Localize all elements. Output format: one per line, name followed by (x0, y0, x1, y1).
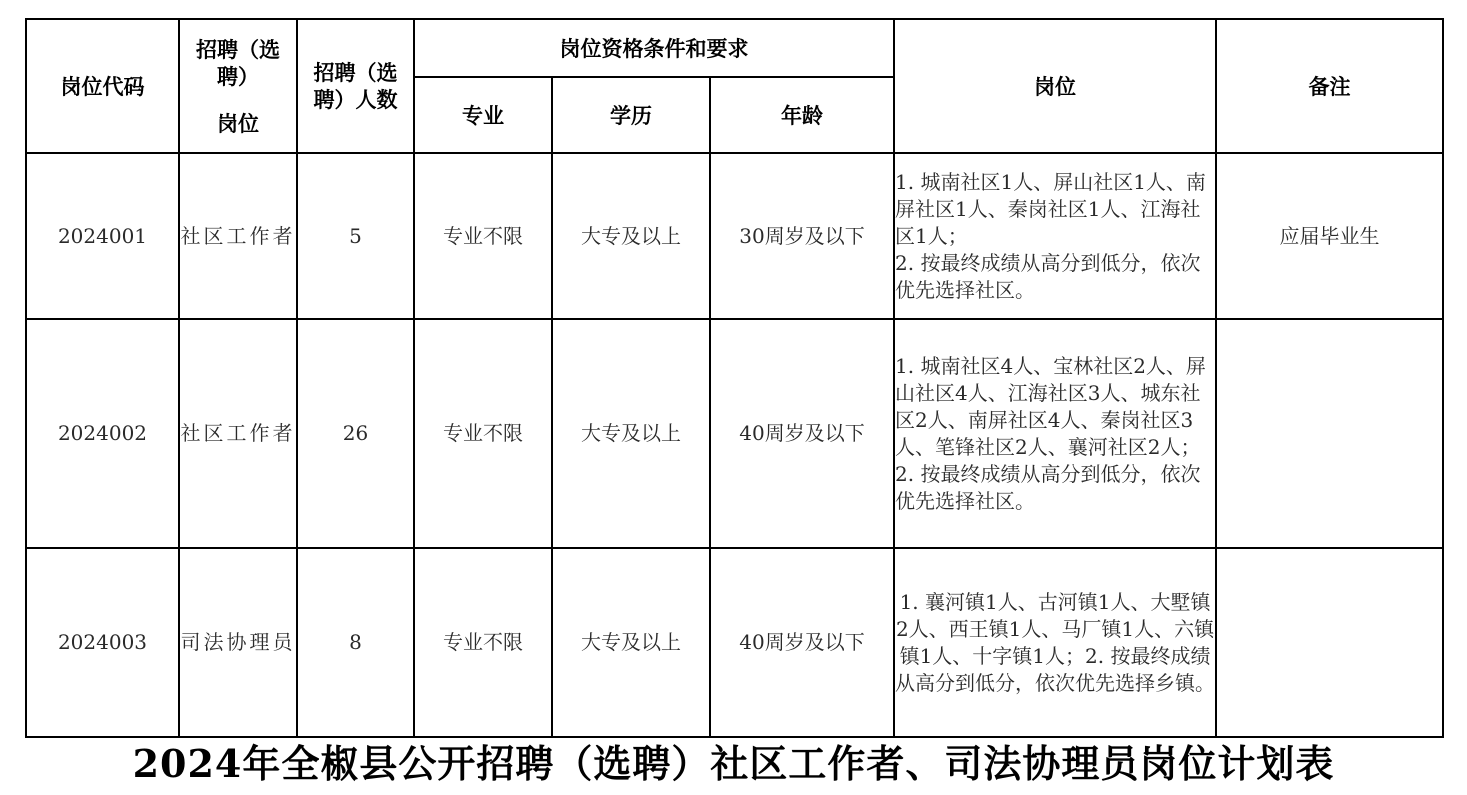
row-code: 2024002 (26, 319, 179, 548)
row-major: 专业不限 (414, 153, 552, 319)
header-post: 岗位 (894, 19, 1216, 153)
row-post-line1: 1. 城南社区4人、宝林社区2人、屏山社区4人、江海社区3人、城东社区2人、南屏社区4人、秦岗社区3人、笔锋社区2人、襄河社区2人； (895, 353, 1206, 459)
row-post-line2: 2. 按最终成绩从高分到低分，依次优先选择社区。 (895, 461, 1201, 513)
header-remarks: 备注 (1216, 19, 1443, 153)
recruitment-plan-table (25, 18, 1444, 738)
row-count: 5 (297, 153, 414, 319)
header-education: 学历 (552, 77, 710, 153)
header-code: 岗位代码 (26, 19, 179, 153)
table-row (26, 153, 1443, 319)
header-qualifications: 岗位资格条件和要求 (414, 19, 894, 77)
row-count: 8 (297, 548, 414, 737)
header-major: 专业 (414, 77, 552, 153)
row-post-allocation (894, 319, 1216, 548)
table-row (26, 548, 1443, 737)
table-row (26, 319, 1443, 548)
row-position: 社区工作者 (179, 153, 297, 319)
row-remarks (1216, 319, 1443, 548)
row-education: 大专及以上 (552, 548, 710, 737)
row-age: 40周岁及以下 (710, 319, 894, 548)
row-post-line2: 2. 按最终成绩从高分到低分，依次优先选择社区。 (895, 250, 1201, 302)
row-post-allocation (894, 153, 1216, 319)
row-code: 2024001 (26, 153, 179, 319)
row-position: 社区工作者 (179, 319, 297, 548)
row-age: 40周岁及以下 (710, 548, 894, 737)
header-count: 招聘（选聘）人数 (297, 19, 414, 153)
row-age: 30周岁及以下 (710, 153, 894, 319)
header-age: 年龄 (710, 77, 894, 153)
row-remarks: 应届毕业生 (1216, 153, 1443, 319)
row-count: 26 (297, 319, 414, 548)
row-education: 大专及以上 (552, 319, 710, 548)
row-education: 大专及以上 (552, 153, 710, 319)
row-post-line1: 1. 城南社区1人、屏山社区1人、南屏社区1人、秦岗社区1人、江海社区1人； (895, 169, 1206, 248)
table-title: 2024年全椒县公开招聘（选聘）社区工作者、司法协理员岗位计划表 (132, 741, 1335, 786)
row-major: 专业不限 (414, 319, 552, 548)
header-position (179, 19, 297, 153)
header-row-1 (26, 19, 1443, 77)
row-major: 专业不限 (414, 548, 552, 737)
header-position-line2: 岗位 (217, 110, 259, 136)
row-post-line1: 1. 襄河镇1人、古河镇1人、大墅镇2人、西王镇1人、马厂镇1人、六镇镇1人、十字镇1人；2. 按最终成绩从高分到低分，依次优先选择乡镇。 (895, 589, 1216, 695)
row-post-allocation (894, 548, 1216, 737)
row-remarks (1216, 548, 1443, 737)
row-position: 司法协理员 (179, 548, 297, 737)
row-code: 2024003 (26, 548, 179, 737)
header-position-line1: 招聘（选聘） (196, 36, 280, 89)
